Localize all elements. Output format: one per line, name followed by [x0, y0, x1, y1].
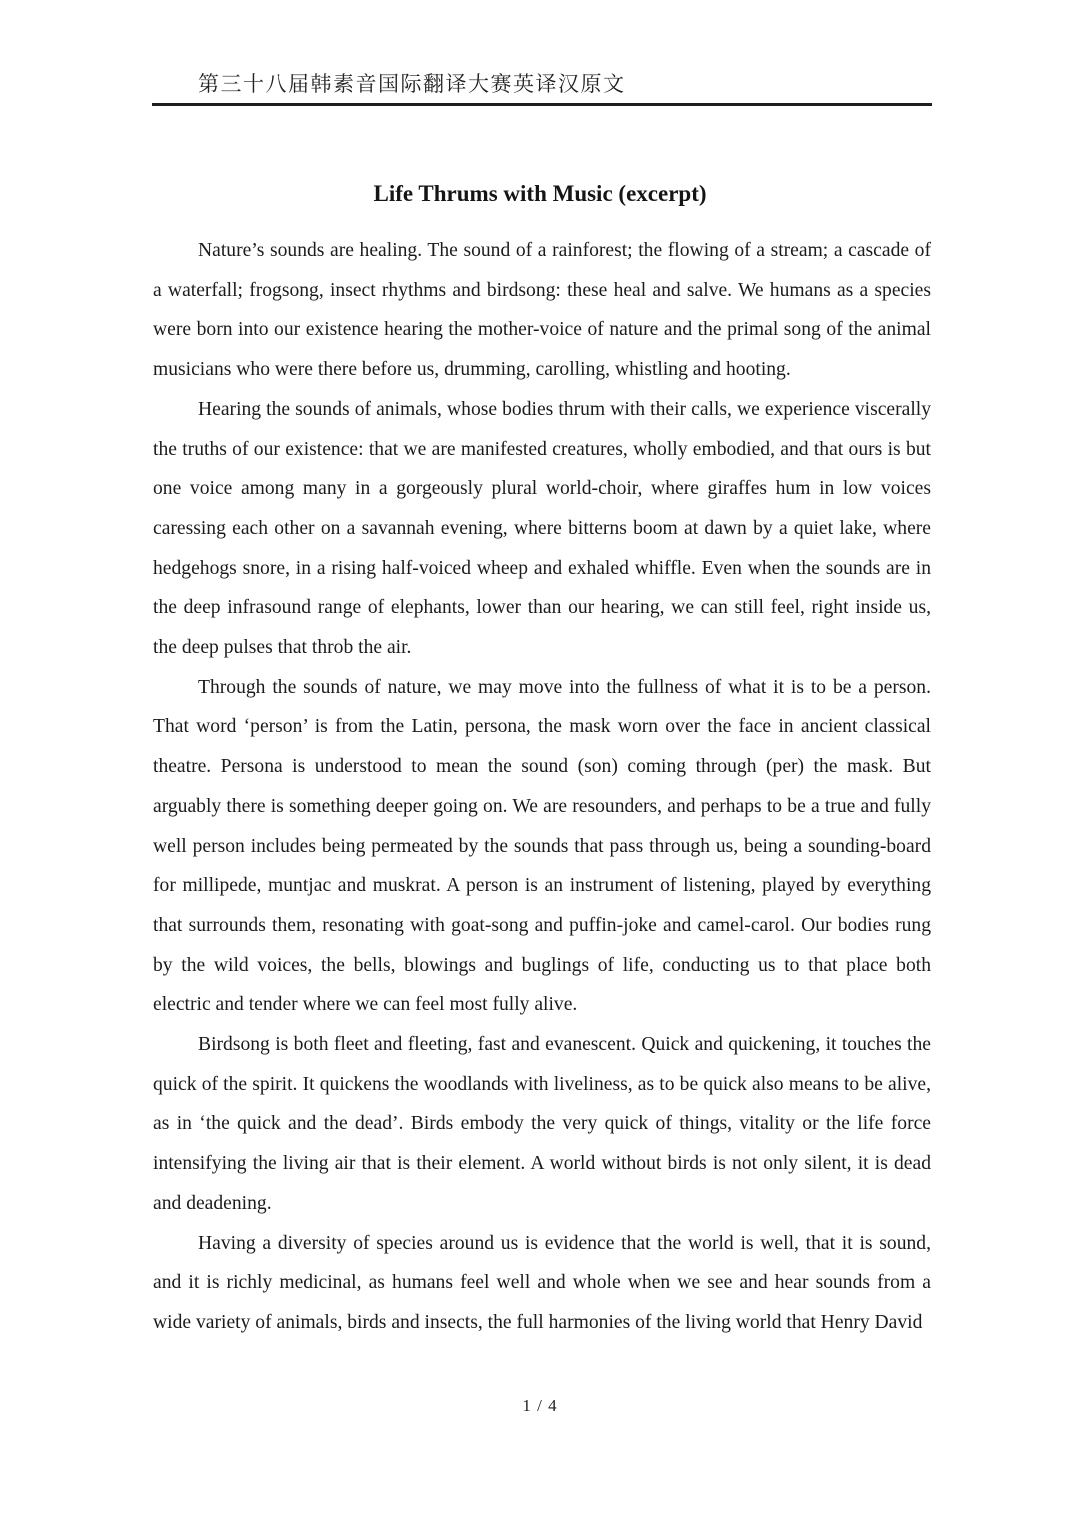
paragraph: Through the sounds of nature, we may move into the fullness of what it is to be a person. That word ‘person’ is from the Latin, persona, the mask worn over the face in ancient classical theatre. Persona is understood to mean the sound (son) coming through (per) the mask. But arguably there is something deeper going on. We are resounders, and perhaps to be a true and fully well person includes being permeated by the sounds that pass through us, being a sounding-board for millipede, muntjac and muskrat. A person is an instrument of listening, played by everything that surrounds them, resonating with goat-song and puffin-joke and camel-carol. Our bodies rung by the wild voices, the bells, blowings and buglings of life, conducting us to that place both electric and tender where we can feel most fully alive. [153, 676, 931, 1016]
header-divider [152, 103, 932, 106]
paragraph: Having a diversity of species around us is evidence that the world is well, that it is sound, and it is richly medicinal, as humans feel well and whole when we see and hear sounds from a wide variety of animals, birds and insects, the full harmonies of the living world that Henry David [153, 1232, 931, 1333]
document-body [153, 231, 931, 1343]
page-header: 第三十八届韩素音国际翻译大赛英译汉原文 [198, 72, 626, 96]
paragraph: Nature’s sounds are healing. The sound of a rainforest; the flowing of a stream; a cascade of a waterfall; frogsong, insect rhythms and birdsong: these heal and salve. We humans as a species were born into our existence hearing the mother-voice of nature and the primal song of the animal musicians who were there before us, drumming, carolling, whistling and hooting. [153, 240, 931, 381]
paragraph: Birdsong is both fleet and fleeting, fast and evanescent. Quick and quickening, it touches the quick of the spirit. It quickens the woodlands with liveliness, as to be quick also means to be alive, as in ‘the quick and the dead’. Birds embody the very quick of things, vitality or the life force intensifying the living air that is their element. A world without birds is not only silent, it is dead and deadening. [153, 1034, 931, 1214]
page-title: Life Thrums with Music (excerpt) [373, 181, 707, 206]
paragraph: Hearing the sounds of animals, whose bodies thrum with their calls, we experience viscerally the truths of our existence: that we are manifested creatures, wholly embodied, and that ours is but one voice among many in a gorgeously plural world-choir, where giraffes hum in low voices caressing each other on a savannah evening, where bitterns boom at dawn by a quiet lake, where hedgehogs snore, in a rising half-voiced wheep and exhaled whiffle. Even when the sounds are in the deep infrasound range of elephants, lower than our hearing, we can still feel, right inside us, the deep pulses that throb the air. [153, 398, 931, 659]
page-number: 1 / 4 [522, 1396, 558, 1415]
